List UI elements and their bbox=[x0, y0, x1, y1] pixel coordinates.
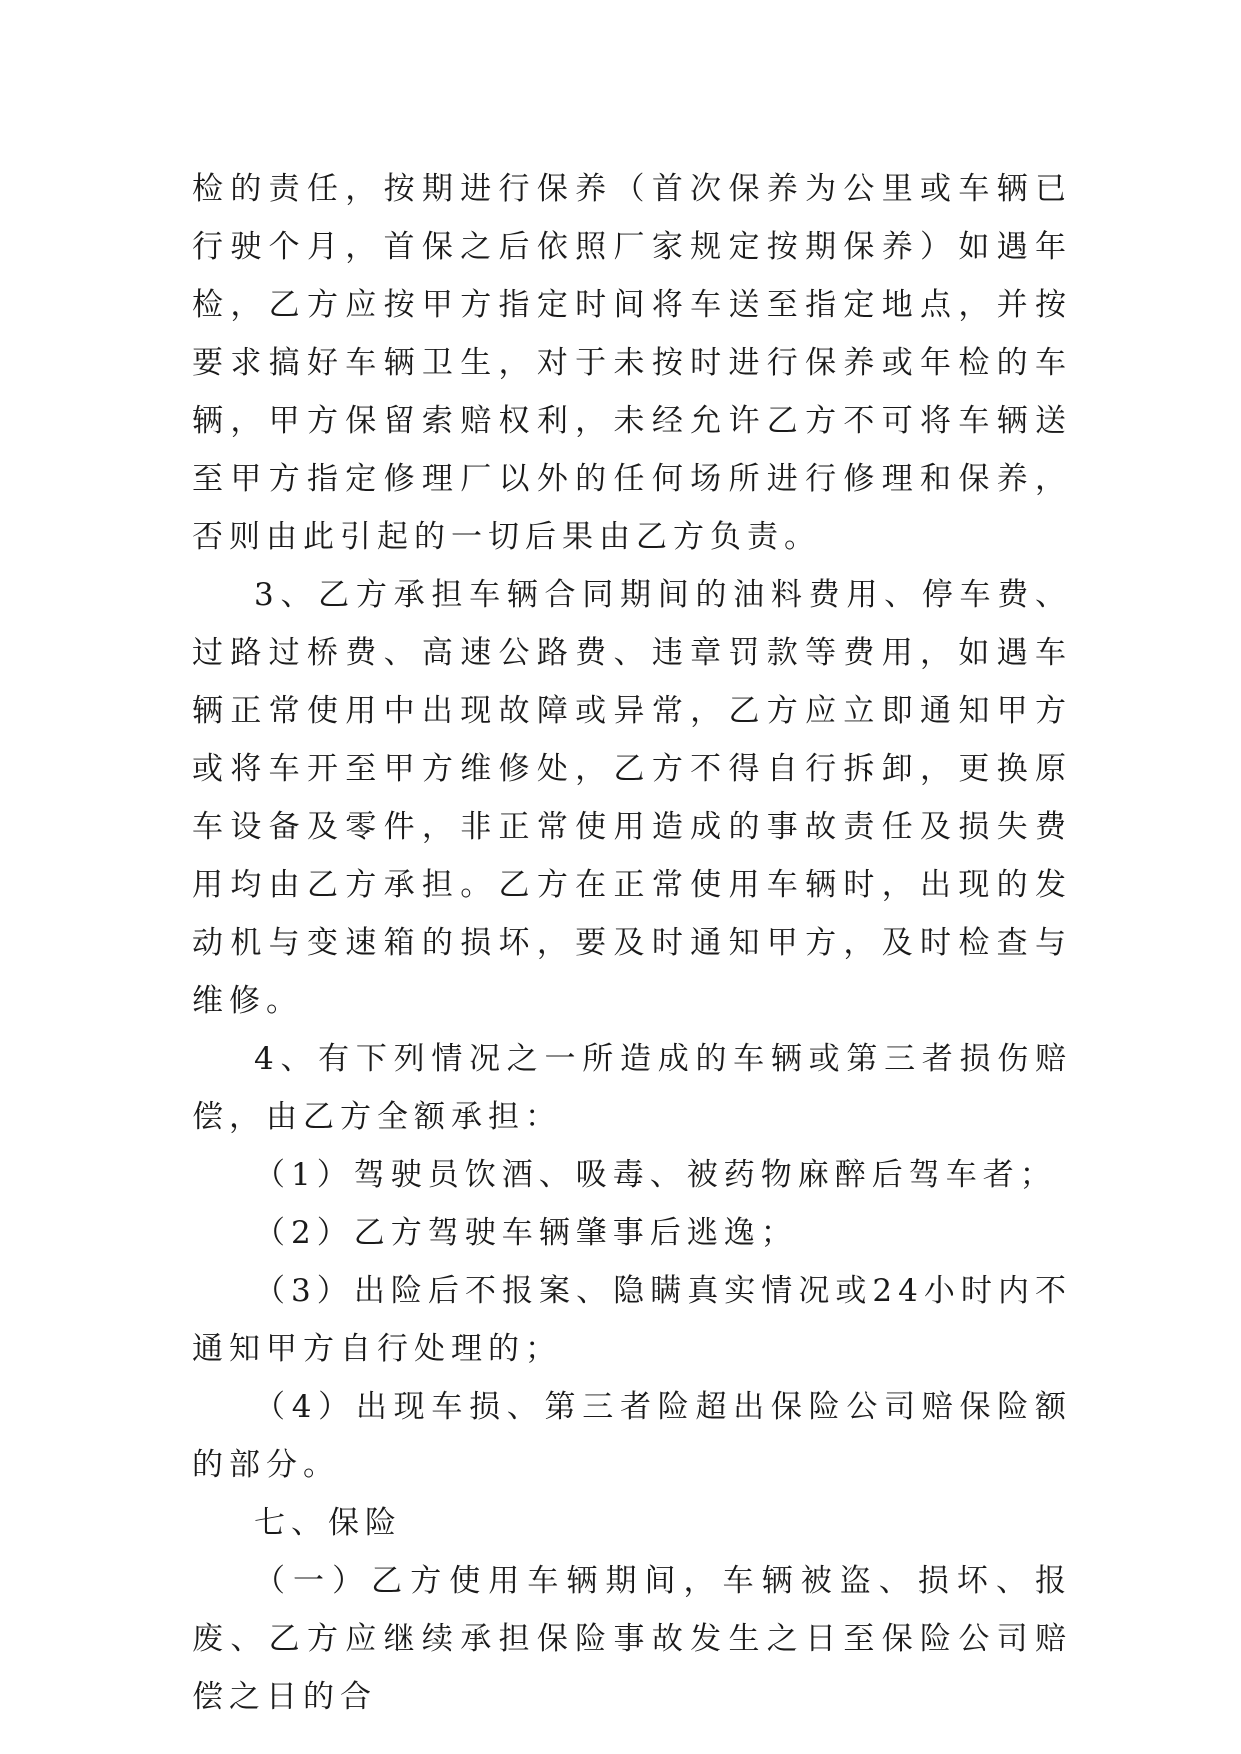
document-body bbox=[192, 160, 1072, 1726]
paragraph-1: 检的责任，按期进行保养（首次保养为公里或车辆已行驶个月，首保之后依照厂家规定按期保养）如遇年检，乙方应按甲方指定时间将车送至指定地点，并按要求搞好车辆卫生，对于未按时进行保养或年检的车辆，甲方保留索赔权利，未经允许乙方不可将车辆送至甲方指定修理厂以外的任何场所进行修理和保养，否则由此引起的一切后果由乙方负责。 bbox=[192, 171, 1072, 555]
section-heading-insurance: 七、保险 bbox=[254, 1505, 402, 1541]
paragraph-9: （一）乙方使用车辆期间，车辆被盗、损坏、报废、乙方应继续承担保险事故发生之日至保险公司赔偿之日的合 bbox=[192, 1563, 1072, 1715]
paragraph-4: （1）驾驶员饮酒、吸毒、被药物麻醉后驾车者； bbox=[254, 1157, 1057, 1193]
paragraph-3: 4、有下列情况之一所造成的车辆或第三者损伤赔偿，由乙方全额承担： bbox=[192, 1041, 1072, 1135]
paragraph-2: 3、乙方承担车辆合同期间的油料费用、停车费、过路过桥费、高速公路费、违章罚款等费用，如遇车辆正常使用中出现故障或异常，乙方应立即通知甲方或将车开至甲方维修处，乙方不得自行拆卸，更换原车设备及零件，非正常使用造成的事故责任及损失费用均由乙方承担。乙方在正常使用车辆时，出现的发动机与变速箱的损坏，要及时通知甲方，及时检查与维修。 bbox=[192, 577, 1072, 1019]
paragraph-6: （3）出险后不报案、隐瞒真实情况或24小时内不通知甲方自行处理的； bbox=[192, 1273, 1072, 1367]
paragraph-7: （4）出现车损、第三者险超出保险公司赔保险额的部分。 bbox=[192, 1389, 1072, 1483]
paragraph-5: （2）乙方驾驶车辆肇事后逃逸； bbox=[254, 1215, 798, 1251]
